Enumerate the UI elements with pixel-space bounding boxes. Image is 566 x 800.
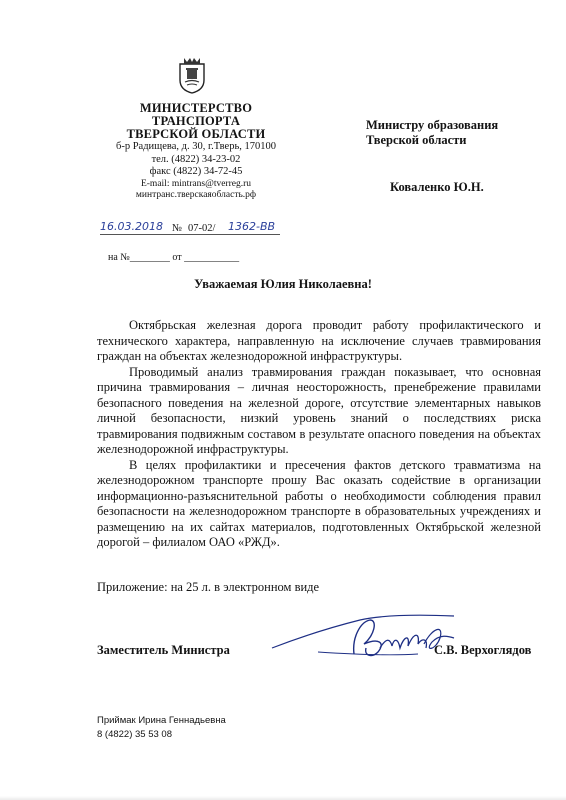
org-address: б-р Радищева, д. 30, г.Тверь, 170100 xyxy=(116,141,276,152)
addressee-region: Тверской области xyxy=(366,133,467,147)
org-fax: факс (4822) 34-72-45 xyxy=(149,166,243,177)
org-name-line1: МИНИСТЕРСТВО xyxy=(139,101,253,115)
body-paragraph-3: В целях профилактики и пресечения фактов детского травматизма на железнодорожном транспорте прошу Вас оказать содействие в организации информационно-разъяснительной работы о необходимости соблюдения правил безопасности на железнодорожном транспорте в образовательных учреждениях и размещению на их сайтах материалов, подготовленных Октябрьской железной дорогой – филиалом ОАО «РЖД». xyxy=(97,457,541,549)
org-email: E-mail: mintrans@tverreg.ru xyxy=(140,178,252,189)
greeting: Уважаемая Юлия Николаевна! xyxy=(194,277,372,291)
body-paragraph-2: Проводимый анализ травмирования граждан показывает, что основная причина травмирования – личная неосторожность, пренебрежение правилами безопасного поведения на железной дороге, отсутствие элементарных навыков личной безопасности, низкий уровень знаний о последствиях риска травмирования подвижным составом в результате опасного поведения на объектах железнодорожной инфраструктуры. xyxy=(97,364,541,456)
registration-row xyxy=(100,220,300,240)
registration-underline xyxy=(100,234,280,235)
addressee-block xyxy=(366,118,536,148)
registration-number-prefix: 07-02/ xyxy=(188,223,216,234)
attachment-note: Приложение: на 25 л. в электронном виде xyxy=(97,580,320,594)
addressee-name: Коваленко Ю.Н. xyxy=(390,180,484,194)
coat-of-arms-icon xyxy=(178,56,206,94)
org-name-line2: ТРАНСПОРТА xyxy=(151,114,241,128)
signatory-name: С.В. Верхоглядов xyxy=(434,643,532,657)
executor-phone: 8 (4822) 35 53 08 xyxy=(97,729,173,740)
addressee-position: Министру образования xyxy=(366,118,499,132)
org-name-line3: ТВЕРСКОЙ ОБЛАСТИ xyxy=(126,127,266,141)
reference-line: на №________ от ___________ xyxy=(108,252,240,263)
body-paragraph-1: Октябрьская железная дорога проводит работу профилактического и технического характера, направленную на исключение случаев травмирования граждан на объектах железнодорожной инфраструктуры. xyxy=(97,318,541,363)
org-website: минтранс.тверскаяобласть.рф xyxy=(135,190,257,200)
org-phone: тел. (4822) 34-23-02 xyxy=(151,153,241,165)
executor-block xyxy=(97,714,226,742)
letter-body xyxy=(97,318,541,551)
registration-number-label: № xyxy=(172,223,183,234)
registration-date: 16.03.2018 xyxy=(100,220,163,233)
registration-number-handwritten: 1362-ВВ xyxy=(228,220,276,233)
ministry-header xyxy=(104,102,288,202)
signatory-title: Заместитель Министра xyxy=(97,643,230,657)
executor-name: Приймак Ирина Геннадьевна xyxy=(97,715,226,726)
page-edge-shadow xyxy=(0,796,566,800)
